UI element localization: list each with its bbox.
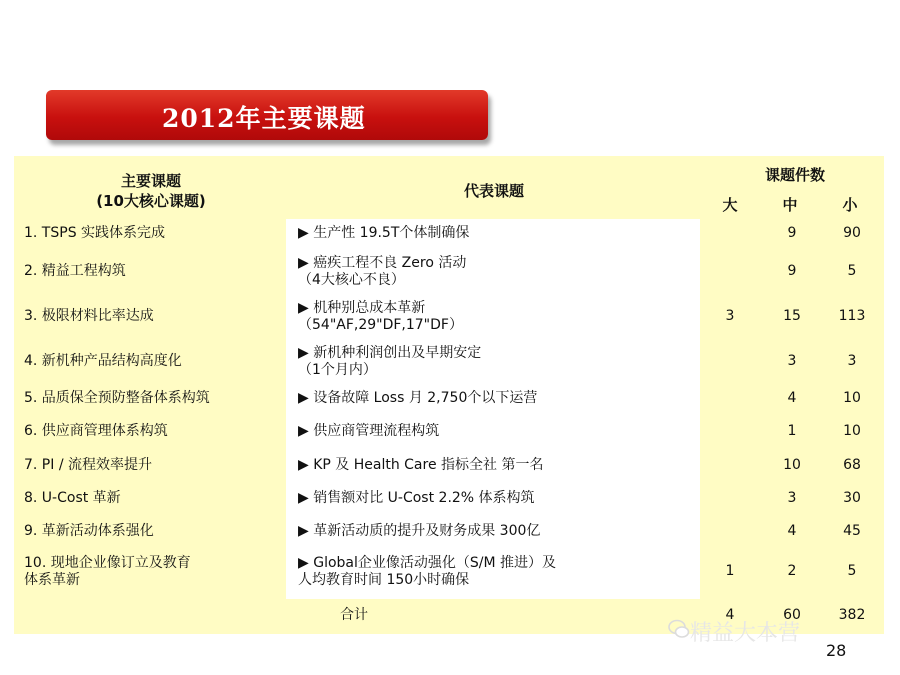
row-count-small: 113 bbox=[838, 308, 866, 324]
title-banner bbox=[46, 90, 488, 140]
row-representative: ▶ 癌疾工程不良 Zero 活动 bbox=[298, 255, 467, 271]
total-big: 4 bbox=[725, 607, 735, 623]
header-size-big: 大 bbox=[722, 196, 738, 214]
row-topic: 10. 现地企业像订立及教育 bbox=[24, 555, 191, 571]
row-count-small: 68 bbox=[843, 457, 861, 473]
total-label: 合计 bbox=[340, 607, 368, 623]
row-representative: 人均教育时间 150小时确保 bbox=[298, 572, 470, 588]
table-header bbox=[14, 156, 884, 219]
row-topic: 4. 新机种产品结构高度化 bbox=[24, 353, 182, 369]
row-count-mid: 10 bbox=[783, 457, 801, 473]
row-representative: ▶ KP 及 Health Care 指标全社 第一名 bbox=[298, 457, 544, 473]
row-representative: ▶ 革新活动质的提升及财务成果 300亿 bbox=[298, 523, 541, 539]
row-topic: 5. 品质保全预防整备体系构筑 bbox=[24, 390, 210, 406]
row-representative: （4大核心不良） bbox=[298, 272, 405, 288]
row-representative: （1个月内） bbox=[298, 362, 377, 378]
row-topic: 1. TSPS 实践体系完成 bbox=[24, 225, 166, 241]
header-size-small: 小 bbox=[842, 196, 858, 214]
row-count-mid: 2 bbox=[787, 563, 797, 579]
row-topic: 3. 极限材料比率达成 bbox=[24, 308, 154, 324]
row-count-small: 45 bbox=[843, 523, 861, 539]
row-representative: ▶ 生产性 19.5T个体制确保 bbox=[298, 225, 470, 241]
row-representative: ▶ 机种别总成本革新 bbox=[298, 300, 426, 316]
header-count: 课题件数 bbox=[764, 166, 825, 184]
row-count-small: 30 bbox=[843, 490, 861, 506]
slide-title: 2012年主要课题 bbox=[162, 104, 366, 133]
row-count-big: 1 bbox=[725, 563, 735, 579]
row-topic: 体系革新 bbox=[24, 572, 80, 588]
header-topic-line1: 主要课题 bbox=[120, 172, 181, 190]
total-mid: 60 bbox=[783, 607, 801, 623]
row-count-mid: 1 bbox=[787, 423, 797, 439]
row-representative: ▶ 新机种利润创出及早期安定 bbox=[298, 345, 482, 361]
row-representative: ▶ 设备故障 Loss 月 2,750个以下运营 bbox=[298, 390, 538, 406]
row-count-small: 10 bbox=[843, 423, 861, 439]
row-count-mid: 15 bbox=[783, 308, 801, 324]
header-topic-line2: (10大核心课题) bbox=[96, 192, 206, 210]
row-count-mid: 4 bbox=[787, 390, 797, 406]
row-count-mid: 3 bbox=[787, 353, 797, 369]
row-representative: ▶ 销售额对比 U-Cost 2.2% 体系构筑 bbox=[298, 490, 535, 506]
row-topic: 2. 精益工程构筑 bbox=[24, 263, 126, 279]
row-representative: （54"AF,29"DF,17"DF） bbox=[298, 317, 463, 333]
row-count-small: 5 bbox=[847, 563, 857, 579]
header-size-mid: 中 bbox=[782, 196, 798, 214]
row-representative: ▶ Global企业像活动强化（S/M 推进）及 bbox=[298, 555, 557, 571]
row-count-small: 10 bbox=[843, 390, 861, 406]
row-topic: 8. U-Cost 革新 bbox=[24, 490, 121, 506]
row-count-small: 90 bbox=[843, 225, 861, 241]
row-topic: 7. PI / 流程效率提升 bbox=[24, 457, 152, 473]
wechat-icon bbox=[668, 618, 690, 640]
total-small: 382 bbox=[838, 607, 866, 623]
row-topic: 6. 供应商管理体系构筑 bbox=[24, 423, 168, 439]
row-topic: 9. 革新活动体系强化 bbox=[24, 523, 154, 539]
row-count-mid: 3 bbox=[787, 490, 797, 506]
row-count-mid: 4 bbox=[787, 523, 797, 539]
row-representative: ▶ 供应商管理流程构筑 bbox=[298, 423, 440, 439]
row-count-small: 5 bbox=[847, 263, 857, 279]
row-count-small: 3 bbox=[847, 353, 857, 369]
page-number: 28 bbox=[826, 641, 847, 660]
row-count-mid: 9 bbox=[787, 263, 797, 279]
watermark-text: 精益大本营 bbox=[690, 621, 801, 646]
header-representative: 代表课题 bbox=[463, 182, 524, 200]
row-count-mid: 9 bbox=[787, 225, 797, 241]
row-count-big: 3 bbox=[725, 308, 735, 324]
